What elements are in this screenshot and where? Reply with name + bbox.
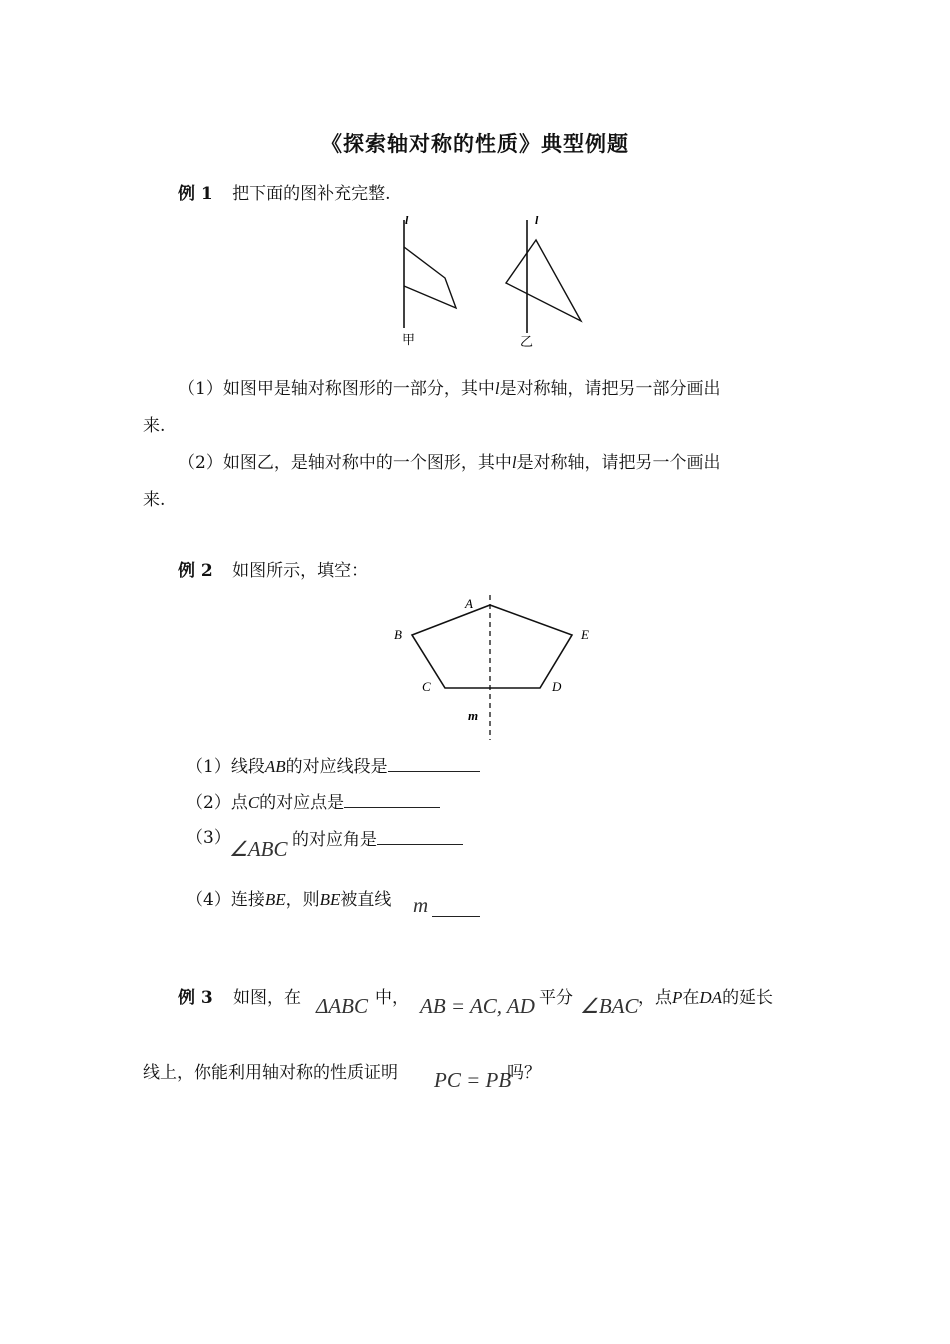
example-3-label (178, 986, 213, 1010)
example-1-question-1-cont: 来. (143, 416, 166, 436)
example-3-label-text: 例 3 (178, 988, 213, 1008)
point-P-var: P (672, 988, 683, 1007)
q2-text-a: （2）如图乙，是轴对称中的一个图形，其中 (178, 453, 512, 473)
answer-blank-1[interactable] (388, 755, 480, 772)
example-2-question-3 (292, 828, 463, 852)
axis-label-left: l (405, 213, 409, 227)
example-1-question-2 (178, 451, 721, 475)
vertex-E-label: E (581, 627, 589, 642)
page-title: 《探索轴对称的性质》典型例题 (321, 131, 629, 156)
t4-text: ，点 (638, 988, 672, 1008)
example-1-label: 例 1 (178, 184, 213, 204)
q1-text-b: 是对称轴，请把另一部分画出 (499, 379, 721, 399)
angle-expr: ∠BAC (580, 994, 639, 1018)
q1-text-a: （1）如图甲是轴对称图形的一部分，其中 (178, 379, 495, 399)
example-1-heading (178, 182, 391, 206)
vertex-B-label: B (394, 627, 402, 642)
example-2-label: 例 2 (178, 561, 213, 581)
q1-text-b: 的对应线段是 (285, 757, 388, 777)
q4-text-c: 被直线 (340, 890, 392, 910)
example-3-math-2 (420, 994, 535, 1019)
example-1-prompt: 把下面的图补充完整. (232, 184, 391, 204)
proof-expr: PC = PB (434, 1068, 512, 1092)
q4-segment-var-1: BE (264, 890, 286, 909)
caption-yi: 乙 (520, 334, 534, 349)
example-2-question-2 (186, 791, 440, 815)
example-1-question-2-cont: 来. (143, 490, 166, 510)
t6-text: 的延长 (722, 988, 774, 1008)
q1-text-a: （1）线段 (186, 757, 265, 777)
q2-axis-var: l (511, 453, 517, 472)
q4-text-a: （4）连接 (186, 890, 265, 910)
triangle-yi (506, 240, 581, 321)
q3-text-b: 的对应角是 (292, 830, 377, 850)
example-2-heading (178, 559, 368, 583)
example-3-text-6: 吗？ (507, 1063, 541, 1083)
q2-text-b: 的对应点是 (259, 793, 345, 813)
vertex-C-label: C (422, 679, 431, 694)
q3-angle-expr: ∠ABC (229, 837, 288, 861)
pentagon-ABCDE (412, 605, 572, 688)
q4-segment-var-2: BE (319, 890, 341, 909)
vertex-A-label: A (465, 596, 473, 611)
example-3-text-4 (638, 986, 773, 1010)
figure-pentagon (380, 590, 605, 745)
example-3-math-3 (580, 994, 639, 1019)
q2-text-b: 是对称轴，请把另一个画出 (516, 453, 721, 473)
q1-axis-var: l (494, 379, 500, 398)
q2-text-a: （2）点 (186, 793, 248, 813)
triangle-expr: ΔABC (316, 994, 368, 1018)
example-3-text-3: 平分 (539, 988, 573, 1008)
t5-text: 在 (682, 988, 700, 1008)
example-2-question-4 (186, 888, 391, 912)
example-2-question-3-label: （3） (186, 828, 231, 848)
q2-point-var: C (247, 793, 260, 812)
example-2-question-1 (186, 755, 480, 779)
example-2-prompt: 如图所示，填空： (232, 561, 369, 581)
vertex-D-label: D (552, 679, 562, 694)
figure-example-1 (380, 210, 600, 350)
example-1-question-1 (178, 377, 721, 401)
ray-DA-var: DA (699, 988, 723, 1007)
example-3-text-1: 如图，在 (233, 988, 301, 1008)
example-3-math-4 (434, 1068, 511, 1093)
axis-m-label: m (468, 708, 479, 723)
example-3-math-1 (316, 994, 368, 1019)
example-2-question-3-math (229, 837, 288, 862)
example-3-text-5: 线上，你能利用轴对称的性质证明 (143, 1063, 398, 1083)
example-3-text-2: 中， (375, 988, 409, 1008)
axis-label-right: l (535, 213, 539, 227)
partial-figure-jia (404, 247, 456, 308)
q4-text-b: ，则 (285, 890, 320, 910)
answer-blank-4[interactable] (432, 900, 480, 917)
example-2-question-4-math (413, 893, 428, 918)
q1-segment-var: AB (264, 757, 286, 776)
q4-line-var: m (413, 893, 429, 917)
equality-expr: AB = AC, AD (420, 994, 535, 1018)
answer-blank-3[interactable] (377, 828, 463, 845)
caption-jia: 甲 (402, 332, 416, 347)
answer-blank-2[interactable] (344, 791, 440, 808)
